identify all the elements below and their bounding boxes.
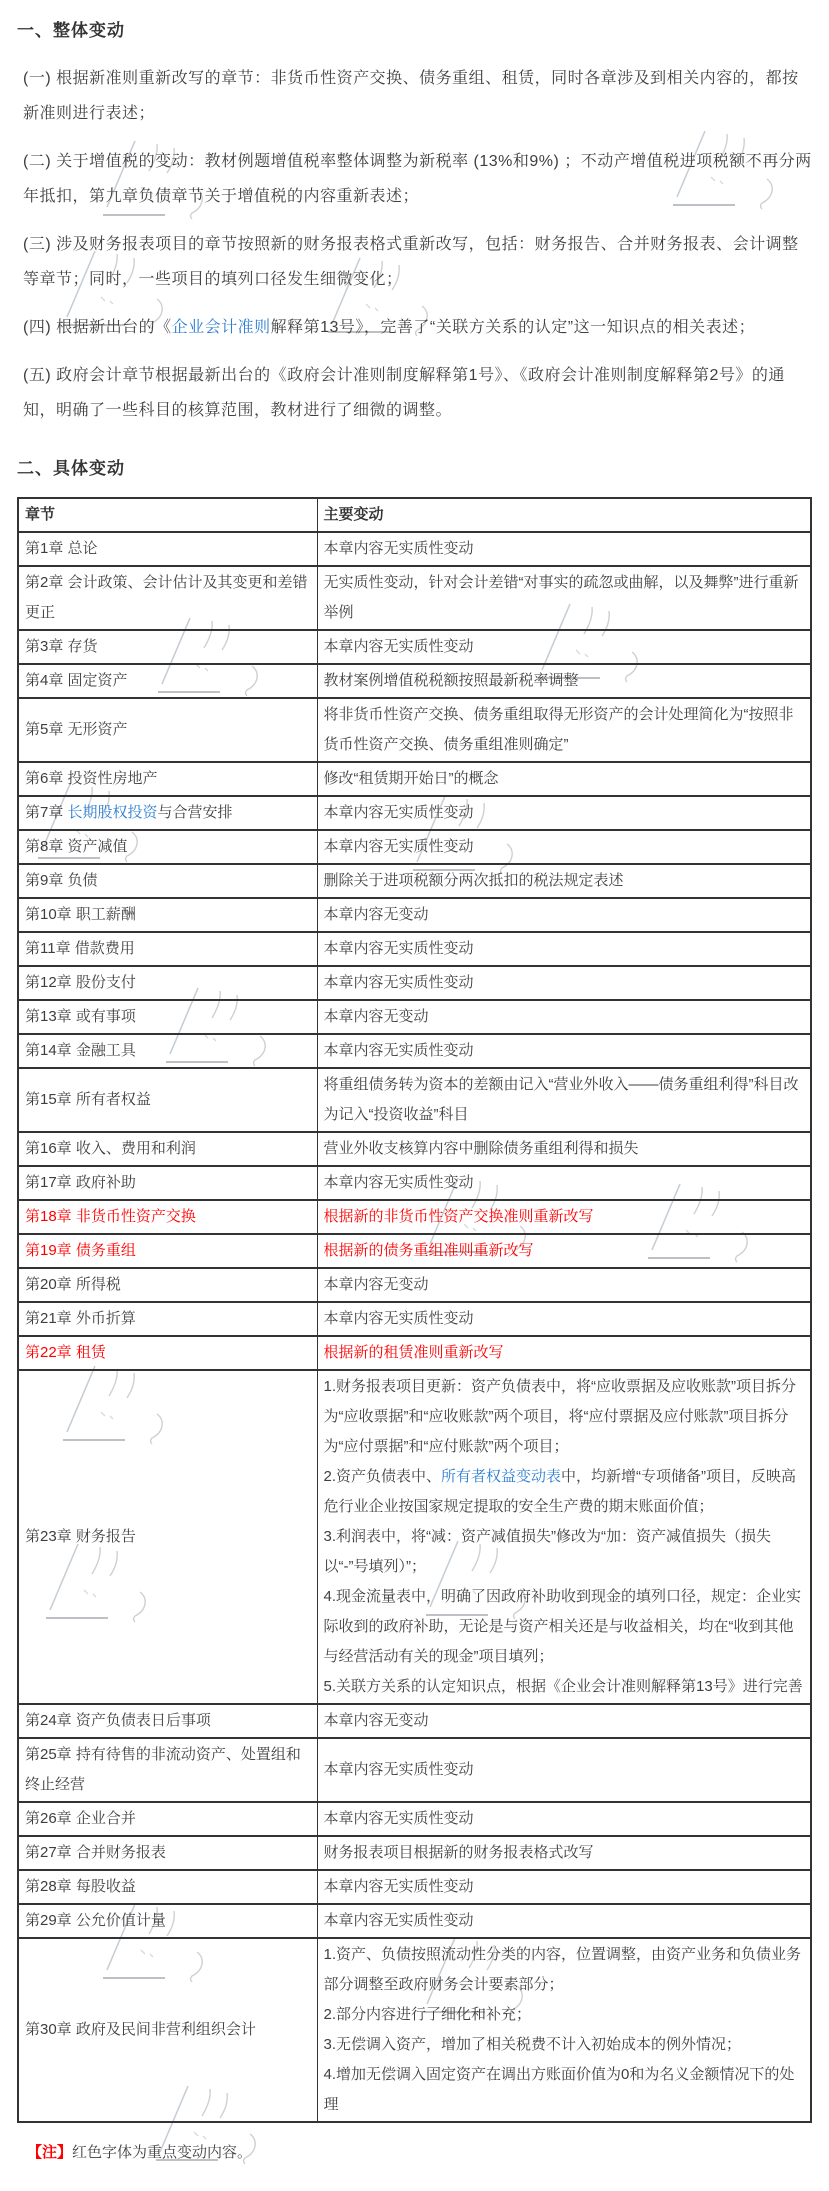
change-line bbox=[324, 1036, 805, 1066]
text-segment: 将非货币性资产交换、债务重组取得无形资产的会计处理简化为“按照非货币性资产交换、债务重组准则确定” bbox=[323, 706, 794, 753]
text-segment: 第19章 债务重组 bbox=[25, 1242, 136, 1259]
text-segment: 修改“租赁期开始日”的概念 bbox=[323, 770, 499, 787]
change-cell bbox=[317, 830, 811, 864]
table-row bbox=[18, 966, 811, 1000]
change-line bbox=[324, 764, 805, 794]
text-segment: 中，均新增“专项储备”项目，反映高危行业企业按国家规定提取的安全生产费的期末账面价值； bbox=[323, 1468, 797, 1515]
change-line bbox=[324, 832, 805, 862]
text-segment: 本章内容无实质性变动 bbox=[323, 974, 474, 991]
text-segment: 根据新的债务重组准则重新改写 bbox=[323, 1242, 534, 1259]
text-segment: 本章内容无实质性变动 bbox=[323, 1310, 474, 1327]
text-segment: 第18章 非货币性资产交换 bbox=[25, 1208, 196, 1225]
chapter-cell bbox=[18, 932, 317, 966]
text-segment: 本章内容无实质性变动 bbox=[323, 638, 474, 655]
text-segment: 第17章 政府补助 bbox=[25, 1174, 136, 1191]
change-cell bbox=[317, 1802, 811, 1836]
change-line bbox=[324, 900, 805, 930]
change-line bbox=[324, 700, 805, 760]
chapter-cell bbox=[18, 830, 317, 864]
change-line bbox=[324, 1168, 805, 1198]
text-segment: 第28章 每股收益 bbox=[25, 1878, 136, 1895]
chapter-cell bbox=[18, 664, 317, 698]
text-segment: 第15章 所有者权益 bbox=[25, 1091, 151, 1108]
text-segment: (二) 关于增值税的变动：教材例题增值税率整体调整为新税率 (13%和9%) ；不动产增值税进项税额不再分两年抵扣，第九章负债章节关于增值税的内容重新表述； bbox=[23, 153, 812, 205]
overall-changes-section bbox=[17, 61, 812, 428]
change-line bbox=[324, 1522, 805, 1582]
chapter-cell bbox=[18, 1738, 317, 1802]
text-segment: 第7章 bbox=[25, 804, 68, 821]
change-cell bbox=[317, 630, 811, 664]
table-row bbox=[18, 1802, 811, 1836]
change-line bbox=[324, 1672, 805, 1702]
column-header-chapter: 章节 bbox=[18, 498, 317, 532]
change-line bbox=[324, 534, 805, 564]
change-cell bbox=[317, 1904, 811, 1938]
chapter-cell bbox=[18, 864, 317, 898]
change-line bbox=[324, 1755, 805, 1785]
chapter-cell bbox=[18, 1268, 317, 1302]
table-row bbox=[18, 1938, 811, 2122]
text-segment: 解释第13号》，完善了“关联方关系的认定”这一知识点的相关表述； bbox=[270, 319, 756, 336]
text-segment: 本章内容无变动 bbox=[323, 1712, 429, 1729]
chapter-cell bbox=[18, 698, 317, 762]
chapter-cell bbox=[18, 1200, 317, 1234]
text-segment: 第11章 借款费用 bbox=[25, 940, 135, 957]
text-segment: 本章内容无变动 bbox=[323, 1008, 429, 1025]
text-segment: 第2章 会计政策、会计估计及其变更和差错更正 bbox=[25, 574, 308, 621]
change-line bbox=[324, 1338, 805, 1368]
change-cell bbox=[317, 864, 811, 898]
change-cell bbox=[317, 1000, 811, 1034]
table-row bbox=[18, 1302, 811, 1336]
change-cell bbox=[317, 932, 811, 966]
text-segment: 财务报表项目根据新的财务报表格式改写 bbox=[323, 1844, 594, 1861]
intro-paragraph bbox=[17, 310, 812, 345]
text-segment: 删除关于进项税额分两次抵扣的税法规定表述 bbox=[323, 872, 624, 889]
chapter-cell bbox=[18, 630, 317, 664]
table-row bbox=[18, 698, 811, 762]
text-segment: 本章内容无实质性变动 bbox=[323, 940, 474, 957]
change-cell bbox=[317, 1704, 811, 1738]
change-cell bbox=[317, 1034, 811, 1068]
note-tag: 【注】 bbox=[27, 2144, 73, 2161]
chapter-cell bbox=[18, 1166, 317, 1200]
chapter-cell bbox=[18, 1870, 317, 1904]
change-line bbox=[324, 1270, 805, 1300]
change-cell bbox=[317, 532, 811, 566]
text-segment: 3.无偿调入资产，增加了相关税费不计入初始成本的例外情况； bbox=[323, 2036, 742, 2053]
chapter-cell bbox=[18, 1034, 317, 1068]
change-line bbox=[324, 1202, 805, 1232]
inline-link[interactable]: 所有者权益变动表 bbox=[441, 1468, 562, 1485]
change-line bbox=[324, 1236, 805, 1266]
section2-title: 二、具体变动 bbox=[17, 459, 125, 478]
intro-paragraph bbox=[17, 61, 812, 131]
change-line bbox=[324, 1462, 805, 1522]
table-row bbox=[18, 1870, 811, 1904]
chapter-cell bbox=[18, 1904, 317, 1938]
change-cell bbox=[317, 664, 811, 698]
change-line bbox=[324, 666, 805, 696]
text-segment: 本章内容无实质性变动 bbox=[323, 1174, 474, 1191]
change-cell bbox=[317, 1132, 811, 1166]
text-segment: 第21章 外币折算 bbox=[25, 1310, 136, 1327]
text-segment: 第20章 所得税 bbox=[25, 1276, 121, 1293]
change-line bbox=[324, 1002, 805, 1032]
table-row bbox=[18, 898, 811, 932]
text-segment: 3.利润表中，将“减：资产减值损失”修改为“加：资产减值损失（损失以“-”号填列）”； bbox=[323, 1528, 771, 1575]
inline-link[interactable]: 企业会计准则 bbox=[171, 319, 271, 336]
change-line bbox=[324, 968, 805, 998]
text-segment: 根据新的租赁准则重新改写 bbox=[323, 1344, 504, 1361]
text-segment: 本章内容无实质性变动 bbox=[323, 1761, 474, 1778]
change-cell bbox=[317, 1068, 811, 1132]
chapter-cell bbox=[18, 1302, 317, 1336]
chapter-cell bbox=[18, 532, 317, 566]
chapter-cell bbox=[18, 1336, 317, 1370]
text-segment: 第14章 金融工具 bbox=[25, 1042, 136, 1059]
table-row bbox=[18, 1836, 811, 1870]
text-segment: 第29章 公允价值计量 bbox=[25, 1912, 166, 1929]
table-row bbox=[18, 762, 811, 796]
text-segment: 第24章 资产负债表日后事项 bbox=[25, 1712, 211, 1729]
text-segment: 第16章 收入、费用和利润 bbox=[25, 1140, 196, 1157]
text-segment: 第23章 财务报告 bbox=[25, 1528, 136, 1545]
text-segment: 1.资产、负债按照流动性分类的内容，位置调整，由资产业务和负债业务部分调整至政府财务会计要素部分； bbox=[323, 1946, 802, 1993]
text-segment: 第4章 固定资产 bbox=[25, 672, 128, 689]
text-segment: 本章内容无实质性变动 bbox=[323, 1912, 474, 1929]
change-line bbox=[324, 1706, 805, 1736]
table-row bbox=[18, 1034, 811, 1068]
change-cell bbox=[317, 1370, 811, 1704]
chapter-cell bbox=[18, 966, 317, 1000]
section1-title: 一、整体变动 bbox=[17, 21, 125, 40]
change-cell bbox=[317, 796, 811, 830]
text-segment: 本章内容无实质性变动 bbox=[323, 1042, 474, 1059]
table-row bbox=[18, 1904, 811, 1938]
change-cell bbox=[317, 698, 811, 762]
text-segment: 5.关联方关系的认定知识点，根据《企业会计准则解释第13号》进行完善 bbox=[323, 1678, 803, 1695]
chapter-cell bbox=[18, 1068, 317, 1132]
change-cell bbox=[317, 1938, 811, 2122]
change-line bbox=[324, 866, 805, 896]
text-segment: 4.现金流量表中，明确了因政府补助收到现金的填列口径，规定：企业实际收到的政府补助，无论是与资产相关还是与收益相关，均在“收到其他与经营活动有关的现金”项目填列； bbox=[323, 1588, 802, 1665]
text-segment: 本章内容无实质性变动 bbox=[323, 1810, 474, 1827]
table-row bbox=[18, 1132, 811, 1166]
change-line bbox=[324, 798, 805, 828]
table-row bbox=[18, 830, 811, 864]
text-segment: 本章内容无实质性变动 bbox=[323, 804, 474, 821]
change-line bbox=[324, 1838, 805, 1868]
text-segment: 本章内容无实质性变动 bbox=[323, 1878, 474, 1895]
text-segment: 第3章 存货 bbox=[25, 638, 98, 655]
chapter-cell bbox=[18, 1704, 317, 1738]
table-row bbox=[18, 1234, 811, 1268]
text-segment: 本章内容无实质性变动 bbox=[323, 540, 474, 557]
table-row bbox=[18, 630, 811, 664]
text-segment: 第5章 无形资产 bbox=[25, 721, 128, 738]
text-segment: 第9章 负债 bbox=[25, 872, 98, 889]
text-segment: 第10章 职工薪酬 bbox=[25, 906, 136, 923]
text-segment: 第13章 或有事项 bbox=[25, 1008, 136, 1025]
note-text: 红色字体为重点变动内容。 bbox=[72, 2144, 253, 2161]
table-row bbox=[18, 1200, 811, 1234]
table-row bbox=[18, 796, 811, 830]
change-cell bbox=[317, 566, 811, 630]
change-cell bbox=[317, 1234, 811, 1268]
text-segment: 第22章 租赁 bbox=[25, 1344, 106, 1361]
intro-paragraph bbox=[17, 144, 812, 214]
change-cell bbox=[317, 1166, 811, 1200]
change-line bbox=[324, 1872, 805, 1902]
text-segment: 第30章 政府及民间非营利组织会计 bbox=[25, 2021, 256, 2038]
inline-link[interactable]: 长期股权投资 bbox=[67, 804, 158, 821]
table-row bbox=[18, 1704, 811, 1738]
change-cell bbox=[317, 762, 811, 796]
change-cell bbox=[317, 1870, 811, 1904]
chapter-cell bbox=[18, 1000, 317, 1034]
change-line bbox=[324, 1804, 805, 1834]
chapter-cell bbox=[18, 796, 317, 830]
text-segment: 将重组债务转为资本的差额由记入“营业外收入——债务重组利得”科目改为记入“投资收益”科目 bbox=[323, 1076, 799, 1123]
intro-paragraph bbox=[17, 358, 812, 428]
text-segment: 与合营安排 bbox=[157, 804, 233, 821]
change-cell bbox=[317, 966, 811, 1000]
intro-paragraph bbox=[17, 227, 812, 297]
table-row bbox=[18, 532, 811, 566]
chapter-cell bbox=[18, 898, 317, 932]
chapter-cell bbox=[18, 1132, 317, 1166]
change-line bbox=[324, 1070, 805, 1130]
chapter-cell bbox=[18, 1802, 317, 1836]
change-line bbox=[324, 1906, 805, 1936]
table-row bbox=[18, 566, 811, 630]
text-segment: 本章内容无实质性变动 bbox=[323, 838, 474, 855]
table-row bbox=[18, 1000, 811, 1034]
change-line bbox=[324, 2000, 805, 2030]
text-segment: 第12章 股份支付 bbox=[25, 974, 136, 991]
text-segment: 第8章 资产减值 bbox=[25, 838, 128, 855]
footnote bbox=[17, 2139, 812, 2167]
text-segment: 根据新的非货币性资产交换准则重新改写 bbox=[323, 1208, 594, 1225]
text-segment: (四) 根据新出台的《 bbox=[23, 319, 172, 336]
text-segment: 本章内容无变动 bbox=[323, 1276, 429, 1293]
chapter-cell bbox=[18, 1370, 317, 1704]
table-row bbox=[18, 1738, 811, 1802]
change-line bbox=[324, 1134, 805, 1164]
text-segment: 4.增加无偿调入固定资产在调出方账面价值为0和为名义金额情况下的处理 bbox=[323, 2066, 795, 2113]
changes-table bbox=[17, 497, 812, 2123]
text-segment: 第1章 总论 bbox=[25, 540, 98, 557]
change-line bbox=[324, 2030, 805, 2060]
change-cell bbox=[317, 1738, 811, 1802]
chapter-cell bbox=[18, 1836, 317, 1870]
change-cell bbox=[317, 1302, 811, 1336]
text-segment: (三) 涉及财务报表项目的章节按照新的财务报表格式重新改写，包括：财务报告、合并财务报表、会计调整等章节；同时，一些项目的填列口径发生细微变化； bbox=[23, 236, 799, 288]
chapter-cell bbox=[18, 762, 317, 796]
text-segment: 营业外收支核算内容中删除债务重组利得和损失 bbox=[323, 1140, 639, 1157]
text-segment: 第26章 企业合并 bbox=[25, 1810, 136, 1827]
change-cell bbox=[317, 1268, 811, 1302]
text-segment: 教材案例增值税税额按照最新税率调整 bbox=[323, 672, 579, 689]
table-header-row bbox=[18, 498, 811, 532]
table-row bbox=[18, 1370, 811, 1704]
change-cell bbox=[317, 1200, 811, 1234]
text-segment: 第6章 投资性房地产 bbox=[25, 770, 158, 787]
change-line bbox=[324, 568, 805, 628]
text-segment: (一) 根据新准则重新改写的章节：非货币性资产交换、债务重组、租赁，同时各章涉及到相关内容的，都按新准则进行表述； bbox=[23, 70, 799, 122]
change-line bbox=[324, 1304, 805, 1334]
column-header-main-change: 主要变动 bbox=[317, 498, 811, 532]
text-segment: 第27章 合并财务报表 bbox=[25, 1844, 166, 1861]
chapter-cell bbox=[18, 566, 317, 630]
text-segment: 1.财务报表项目更新：资产负债表中，将“应收票据及应收账款”项目拆分为“应收票据”和“应收账款”两个项目，将“应付票据及应付账款”项目拆分为“应付票据”和“应付账款”两个项目； bbox=[323, 1378, 797, 1455]
change-line bbox=[324, 632, 805, 662]
change-cell bbox=[317, 898, 811, 932]
text-segment: (五) 政府会计章节根据最新出台的《政府会计准则制度解释第1号》、《政府会计准则制度解释第2号》的通知，明确了一些科目的核算范围，教材进行了细微的调整。 bbox=[23, 367, 785, 419]
change-line bbox=[324, 1940, 805, 2000]
change-line bbox=[324, 1582, 805, 1672]
change-line bbox=[324, 934, 805, 964]
text-segment: 2.资产负债表中、 bbox=[323, 1468, 442, 1485]
change-cell bbox=[317, 1836, 811, 1870]
table-row bbox=[18, 1336, 811, 1370]
text-segment: 第25章 持有待售的非流动资产、处置组和终止经营 bbox=[25, 1746, 301, 1793]
table-row bbox=[18, 1166, 811, 1200]
text-segment: 2.部分内容进行了细化和补充； bbox=[323, 2006, 532, 2023]
text-segment: 无实质性变动，针对会计差错“对事实的疏忽或曲解，以及舞弊”进行重新举例 bbox=[323, 574, 799, 621]
text-segment: 本章内容无变动 bbox=[323, 906, 429, 923]
chapter-cell bbox=[18, 1234, 317, 1268]
table-row bbox=[18, 864, 811, 898]
table-row bbox=[18, 1068, 811, 1132]
table-row bbox=[18, 664, 811, 698]
table-row bbox=[18, 932, 811, 966]
change-line bbox=[324, 2060, 805, 2120]
chapter-cell bbox=[18, 1938, 317, 2122]
table-row bbox=[18, 1268, 811, 1302]
change-line bbox=[324, 1372, 805, 1462]
change-cell bbox=[317, 1336, 811, 1370]
